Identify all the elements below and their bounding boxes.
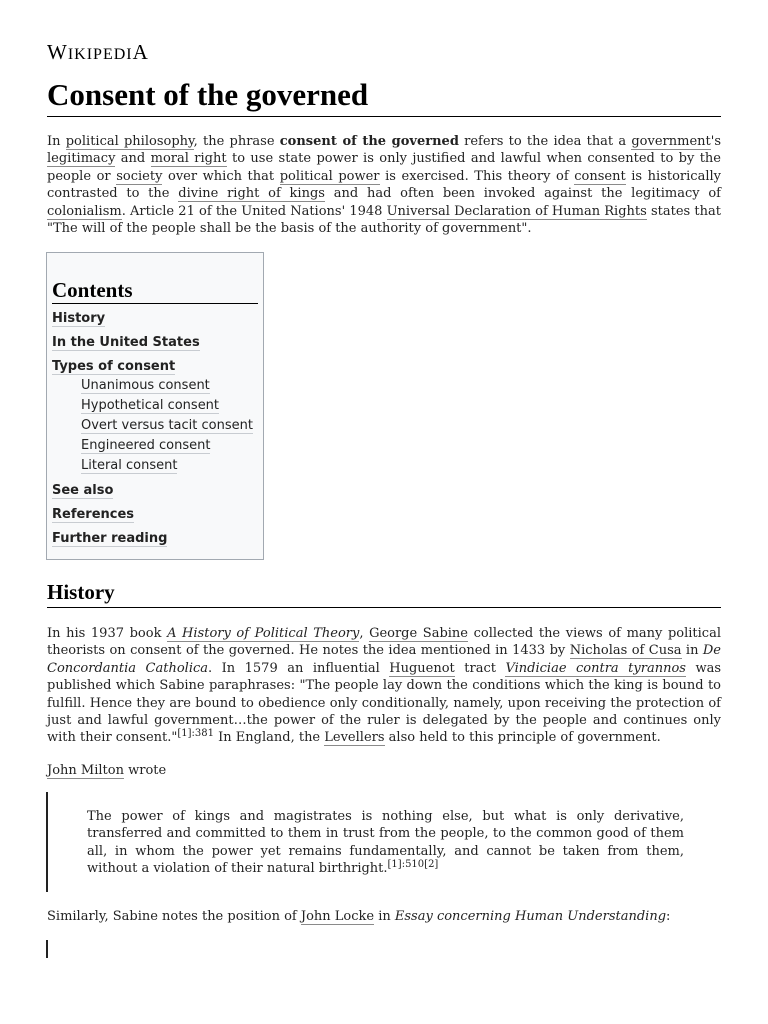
text-run: Similarly, Sabine notes the position of bbox=[47, 909, 301, 924]
citation-page: :381 bbox=[191, 728, 215, 740]
toc-subitem-unanimous-consent[interactable]: Unanimous consent bbox=[81, 378, 210, 393]
text-run: : bbox=[666, 909, 671, 924]
section-heading-history: History bbox=[47, 580, 721, 608]
wiki-link[interactable]: political philosophy bbox=[65, 134, 194, 149]
text-run: and had often been invoked against the legitimacy of bbox=[324, 186, 721, 202]
wiki-link[interactable]: society bbox=[116, 168, 163, 184]
milton-blockquote bbox=[87, 808, 684, 878]
italic-title: Essay concerning Human Understanding bbox=[394, 909, 667, 924]
lead-paragraph bbox=[47, 133, 721, 237]
text-run: was published which Sabine paraphrases: "The people lay down the conditions which the king is bound to fulfill. Hence they are bound to obedience only conditionally, namely, upon receiving the protection of just and lawful government…the power of the ruler is delegated by the people and continues only with their consent." bbox=[47, 660, 721, 746]
wiki-link[interactable]: Levellers bbox=[324, 730, 385, 746]
wiki-link[interactable]: government bbox=[631, 134, 711, 149]
wiki-link[interactable]: John Locke bbox=[300, 909, 375, 924]
wiki-link[interactable]: divine right of kings bbox=[178, 186, 325, 202]
text-run: , the phrase bbox=[193, 134, 280, 149]
text-run: in bbox=[681, 643, 703, 659]
text-run: refers to the idea that a bbox=[458, 134, 632, 149]
text-run: over which that bbox=[162, 168, 280, 184]
page-title: Consent of the governed bbox=[47, 76, 721, 117]
text-run: The power of kings and magistrates is nothing else, but what is only derivative, transferred and committed to them in trust from the people, to the common good of them all, in whom the power yet remains fundamentally, and cannot be taken from them, without a violation of their natural birthright. bbox=[87, 809, 684, 877]
history-paragraph bbox=[47, 625, 721, 747]
toc-subitem-hypothetical-consent[interactable]: Hypothetical consent bbox=[81, 398, 220, 413]
toc-item-types-of-consent[interactable]: Types of consent Unanimous consent Hypothetical consent Overt versus tacit consent Engineered consent Literal consent bbox=[52, 358, 258, 476]
text-run: tract bbox=[454, 660, 506, 676]
wiki-link[interactable]: A History of Political Theory bbox=[167, 626, 360, 641]
toc-item-history[interactable]: History bbox=[52, 311, 106, 326]
toc-list bbox=[52, 310, 258, 548]
wiki-link[interactable]: Huguenot bbox=[389, 660, 455, 676]
wiki-link[interactable]: George Sabine bbox=[369, 626, 468, 641]
wiki-link[interactable]: moral right bbox=[150, 151, 227, 167]
text-run: and bbox=[115, 151, 151, 167]
text-run: In his 1937 book bbox=[47, 626, 168, 641]
text-run: wrote bbox=[123, 763, 167, 778]
wiki-link[interactable]: John Milton bbox=[47, 763, 124, 778]
toc-sublist bbox=[52, 376, 258, 476]
toc-subitem-engineered-consent[interactable]: Engineered consent bbox=[81, 438, 211, 453]
text-run: is exercised. This theory of bbox=[379, 168, 575, 184]
italic-title: De Concordantia Catholica bbox=[47, 643, 721, 676]
text-run: 's bbox=[710, 134, 721, 149]
toc-item-further-reading[interactable]: Further reading bbox=[52, 531, 168, 546]
wiki-link[interactable]: colonialism bbox=[47, 203, 122, 219]
text-run: . In 1579 an influential bbox=[208, 660, 390, 676]
wiki-link[interactable]: consent bbox=[574, 168, 626, 184]
text-run: also held to this principle of government. bbox=[384, 730, 661, 746]
citation-page: :510 bbox=[401, 859, 425, 871]
text-run: In England, the bbox=[214, 730, 325, 746]
text-run: states that "The will of the people shall be the basis of the authority of government". bbox=[47, 203, 721, 237]
wiki-link[interactable]: Vindiciae contra tyrannos bbox=[505, 660, 686, 676]
text-run: is historically contrasted to the bbox=[47, 168, 721, 202]
locke-paragraph bbox=[47, 908, 721, 925]
text-run: collected the views of many political theorists on consent of the governed. He notes the idea mentioned in 1433 by bbox=[47, 626, 721, 659]
citation-link[interactable]: [2] bbox=[424, 859, 439, 871]
toc-title: Contents bbox=[52, 278, 258, 304]
table-of-contents bbox=[46, 252, 264, 560]
blockquote-bar-2 bbox=[46, 940, 48, 958]
wikipedia-wordmark[interactable]: WIKIPEDIA bbox=[47, 40, 149, 64]
text-run: . Article 21 of the United Nations' 1948 bbox=[121, 203, 387, 219]
wiki-link[interactable]: Nicholas of Cusa bbox=[569, 643, 682, 659]
toc-subitem-literal-consent[interactable]: Literal consent bbox=[81, 458, 178, 473]
blockquote-bar bbox=[46, 792, 48, 892]
toc-item-in-the-united-states[interactable]: In the United States bbox=[52, 335, 200, 350]
toc-subitem-overt-versus-tacit-consent[interactable]: Overt versus tacit consent bbox=[81, 418, 253, 433]
text-run: , bbox=[359, 626, 370, 641]
text-run: in bbox=[374, 909, 395, 924]
toc-item-references[interactable]: References bbox=[52, 507, 135, 522]
citation-link[interactable]: [1] bbox=[177, 728, 192, 740]
toc-item-see-also[interactable]: See also bbox=[52, 483, 114, 498]
wiki-link[interactable]: political power bbox=[279, 168, 380, 184]
milton-paragraph bbox=[47, 762, 721, 779]
bold-term: consent of the governed bbox=[279, 134, 459, 149]
wiki-link[interactable]: Universal Declaration of Human Rights bbox=[386, 203, 647, 219]
text-run: to use state power is only justified and lawful when consented to by the people or bbox=[47, 151, 721, 184]
citation-link[interactable]: [1] bbox=[387, 859, 402, 871]
wiki-link[interactable]: legitimacy bbox=[47, 151, 116, 167]
text-run: In bbox=[47, 134, 66, 149]
